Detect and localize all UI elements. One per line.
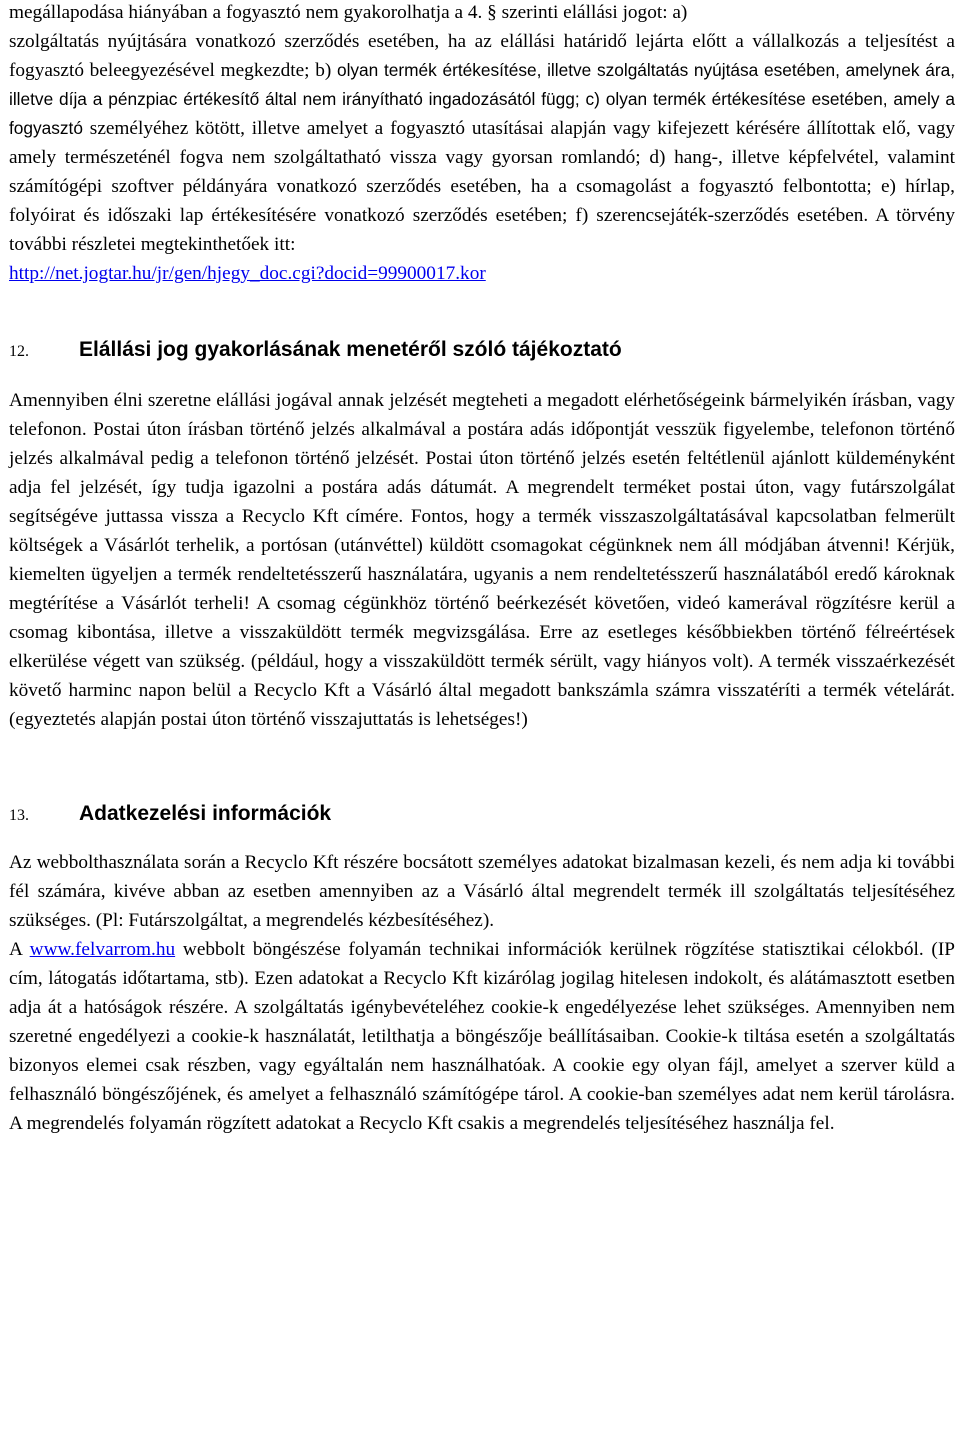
section-13-number: 13. xyxy=(9,807,29,824)
document-page xyxy=(9,0,955,1138)
intro-sans-text: olyan termék értékesítése, illetve szolgáltatás nyújtása esetében, amelynek ára, illetve díja a pénzpiac értékesítő által nem irányítható ingadozásától függ; c) olyan termék értékesítése esetében, amely a fogyasztó xyxy=(9,60,955,138)
webshop-link[interactable]: www.felvarrom.hu xyxy=(29,939,176,960)
section-12-title: Elállási jog gyakorlásának menetéről szóló tájékoztató xyxy=(79,338,622,361)
law-link[interactable]: http://net.jogtar.hu/jr/gen/hjegy_doc.cgi?docid=99900017.kor xyxy=(9,263,486,284)
intro-first-line-text: megállapodása hiányában a fogyasztó nem gyakorolhatja a 4. § szerinti elállási jogot: a) xyxy=(9,2,688,23)
spacer xyxy=(9,826,955,848)
spacer xyxy=(9,734,955,802)
section-13-paragraph-2 xyxy=(9,935,955,1138)
intro-paragraph xyxy=(9,27,955,259)
section-13-paragraph-1: Az webbolthasználata során a Recyclo Kft részére bocsátott személyes adatokat bizalmasan kezeli, és nem adja ki további fél számára, kivéve abban az esetben amennyiben az a Vásárló által megrendelt termék ill szolgáltatás teljesítéséhez szükséges. (Pl: Futárszolgáltat, a megrendelés kézbesítéséhez). xyxy=(9,852,955,931)
intro-serif-text: személyéhez kötött, illetve amelyet a fogyasztó utasításai alapján vagy kifejezett kérésére állítottak elő, vagy amely természeténél fogva nem szolgáltatható vissza vagy gyorsan romlandó; d) hang-, illetve képfelvétel, valamint számítógépi szoftver példányára vonatkozó szerződés esetében, ha a csomagolást a fogyasztó felbontotta; e) hírlap, folyóirat és időszaki lap értékesítésére vonatkozó szerződés esetében; f) szerencsejáték-szerződés esetében. A törvény további részletei megtekinthetőek itt: xyxy=(9,118,955,255)
intro-first-line xyxy=(9,0,955,27)
section-12-heading xyxy=(9,338,955,362)
section-12-paragraph: Amennyiben élni szeretne elállási jogával annak jelzését megteheti a megadott elérhetőségeink bármelyikén írásban, vagy telefonon. Postai úton írásban történő jelzés alkalmával a postára adás időpontját vesszük figyelembe, telefonon történő jelzés alkalmával pedig a telefonon történő jelzését. Postai úton történő jelzés esetén feltétlenül ajánlott küldeményként adja fel jelzését, így tudja igazolni a postára adás dátumát. A megrendelt terméket postai úton, vagy futárszolgálat segítségéve juttassa vissza a Recyclo Kft címére. Fontos, hogy a termék visszaszolgáltatásával kapcsolatban felmerült költségek a Vásárlót terhelik, a portósan (utánvéttel) küldött csomagokat cégünknek nem áll módjában átvenni! Kérjük, kiemelten ügyeljen a termék rendeltetésszerű használatára, ugyanis a nem rendeltetésszerű használatából eredő károknak megtérítése a Vásárlót terheli! A csomag cégünkhöz történő beérkezését követően, videó kamerával rögzítésre kerül a csomag kibontása, illetve a visszaküldött termék megvizsgálása. Erre az esetleges későbbiekben történő félreértések elkerülése végett van szükség. (például, hogy a visszaküldött termék sérült, vagy hiányos volt). A termék visszaérkezését követő harminc napon belül a Recyclo Kft a Vásárló által megadott bankszámla számra visszatéríti a termék vételárát. (egyeztetés alapján postai úton történő visszajuttatás is lehetséges!) xyxy=(9,390,955,730)
spacer xyxy=(9,288,955,338)
law-link-line xyxy=(9,259,955,288)
spacer xyxy=(9,362,955,386)
section-13-title: Adatkezelési információk xyxy=(79,802,332,825)
section-13-p2-after: webbolt böngészése folyamán technikai információk kerülnek rögzítése statisztikai célokból. (IP cím, látogatás időtartama, stb). Ezen adatokat a Recyclo Kft kizárólag jogilag hitelesen indokolt, és alátámasztott esetben adja át a hatóságok részére. A szolgáltatás igénybevételéhez cookie-k engedélyezése lehet szükséges. Amennyiben nem szeretné engedélyezi a cookie-k használatát, letilthatja a böngészője beállításaiban. Cookie-k tiltása esetén a szolgáltatás bizonyos elemei csak részben, vagy egyáltalán nem használhatóak. A cookie egy olyan fájl, amelyet a szerver küld a felhasználó böngészőjének, és amelyet a felhasználó számítógépe tárol. A cookie-ban személyes adat nem kerül tárolásra. A megrendelés folyamán rögzített adatokat a Recyclo Kft csakis a megrendelés teljesítéséhez használja fel. xyxy=(9,939,955,1134)
section-12-number: 12. xyxy=(9,343,29,360)
section-13-p2-before: A xyxy=(9,939,30,960)
section-13-heading xyxy=(9,802,955,826)
intro-body-text: szolgáltatás nyújtására vonatkozó szerződés esetében, ha az elállási határidő lejárta előtt a vállalkozás a teljesítést a fogyasztó beleegyezésével megkezdte; b) xyxy=(9,31,955,81)
